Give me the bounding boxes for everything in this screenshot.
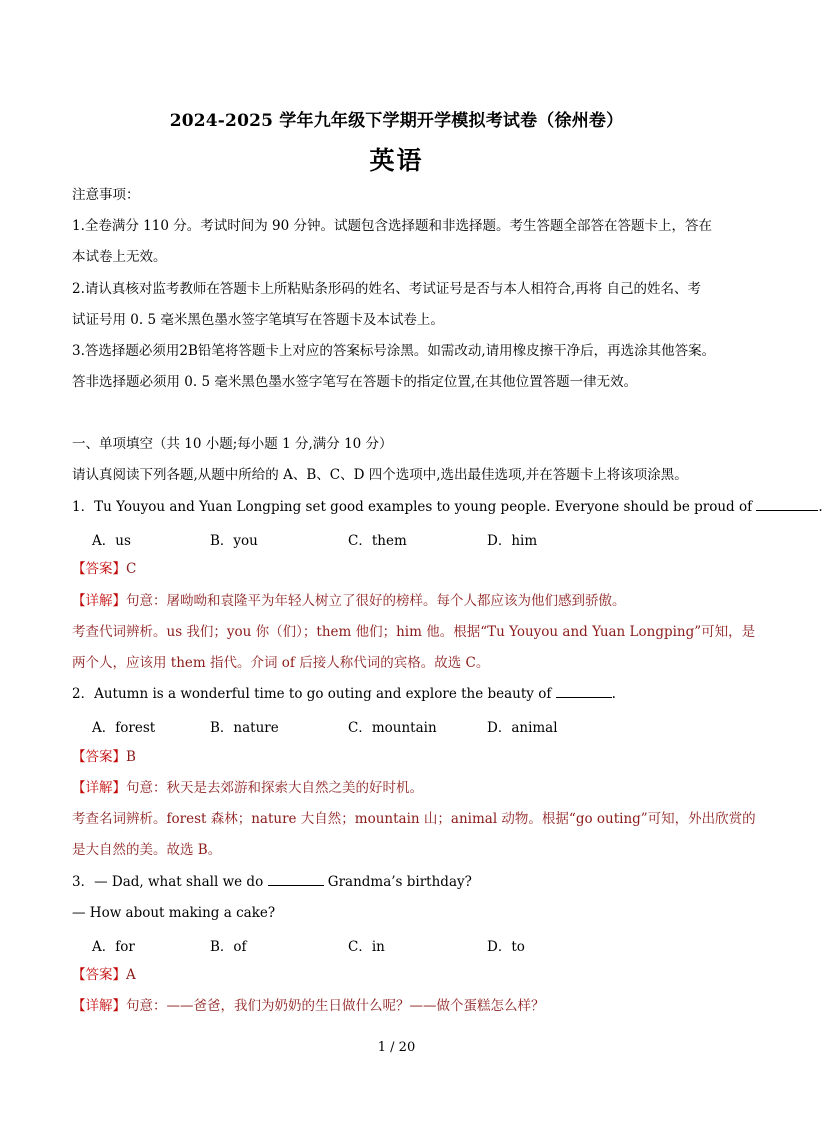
question-2-option-a: A．forest <box>92 720 156 736</box>
question-3-answer <box>72 966 732 984</box>
question-1-option-a: A．us <box>92 533 131 549</box>
question-3-detail-line-1 <box>72 997 732 1015</box>
notice-heading: 注意事项： <box>72 187 140 203</box>
question-2-stem-end: . <box>611 686 616 702</box>
question-3-option-a: A．for <box>92 939 135 955</box>
answer-blank <box>756 498 818 511</box>
notice-item-3-line-1: 3.答选择题必须用2B铅笔将答题卡上对应的答案标号涂黑。如需改动,请用橡皮擦干净后，再选涂其他答案。 <box>72 343 716 359</box>
notice-item-3-line-2: 答非选择题必须用 0. 5 毫米黑色墨水签字笔写在答题卡的指定位置,在其他位置答题一律无效。 <box>72 374 638 390</box>
question-1-detail-line-3: 两个人，应该用 them 指代。介词 of 后接人称代词的宾格。故选 C。 <box>72 655 490 671</box>
answer-tag: 【答案】 <box>72 749 126 765</box>
question-2-stem-text: 2．Autumn is a wonderful time to go outing and explore the beauty of <box>72 686 556 702</box>
page-number: 1 / 20 <box>377 1040 416 1055</box>
question-2-option-b: B．nature <box>210 720 279 736</box>
question-2-option-d: D．animal <box>487 720 558 736</box>
answer-value: B <box>126 749 136 765</box>
answer-value: C <box>126 561 137 577</box>
notice-item-1-line-2: 本试卷上无效。 <box>72 249 167 265</box>
section-heading: 一、单项填空（共 10 小题;每小题 1 分,满分 10 分） <box>72 436 393 452</box>
detail-text: 句意：屠呦呦和袁隆平为年轻人树立了很好的榜样。每个人都应该为他们感到骄傲。 <box>126 593 626 609</box>
question-1-detail-line-2: 考查代词辨析。us 我们；you 你（们）；them 他们；him 他。根据“Tu Youyou and Yuan Longping”可知，是 <box>72 624 756 640</box>
question-1-option-b: B．you <box>210 533 258 549</box>
detail-text: 句意：秋天是去郊游和探索大自然之美的好时机。 <box>126 780 423 796</box>
answer-blank <box>556 685 612 698</box>
question-3-stem <box>72 873 732 891</box>
notice-item-2-line-2: 试证号用 0. 5 毫米黑色墨水签字笔填写在答题卡及本试卷上。 <box>72 312 444 328</box>
question-2-detail-line-1 <box>72 779 732 797</box>
answer-tag: 【答案】 <box>72 967 126 983</box>
detail-tag: 【详解】 <box>72 780 126 796</box>
question-1-stem-end: . <box>818 499 823 515</box>
question-3-stem-line-2: — How about making a cake? <box>72 905 276 921</box>
question-1-stem <box>72 498 823 516</box>
question-2-detail-line-2: 考查名词辨析。forest 森林；nature 大自然；mountain 山；animal 动物。根据“go outing”可知，外出欣赏的 <box>72 811 756 827</box>
answer-value: A <box>126 967 136 983</box>
question-2-stem <box>72 685 732 703</box>
answer-tag: 【答案】 <box>72 561 126 577</box>
question-3-option-d: D．to <box>487 939 525 955</box>
detail-text: 句意：——爸爸，我们为奶奶的生日做什么呢？——做个蛋糕怎么样？ <box>126 998 545 1014</box>
question-3-option-c: C．in <box>348 939 385 955</box>
question-2-option-c: C．mountain <box>348 720 437 736</box>
question-1-answer <box>72 560 732 578</box>
question-2-answer <box>72 748 732 766</box>
section-instruction: 请认真阅读下列各题,从题中所给的 A、B、C、D 四个选项中,选出最佳选项,并在答题卡上将该项涂黑。 <box>72 467 688 483</box>
detail-tag: 【详解】 <box>72 593 126 609</box>
subject-title: 英语 <box>369 146 424 175</box>
question-1-stem-text: 1．Tu Youyou and Yuan Longping set good examples to young people. Everyone should be proud of <box>72 499 757 515</box>
question-3-stem-text: 3．— Dad, what shall we do <box>72 874 268 890</box>
question-1-option-c: C．them <box>348 533 407 549</box>
question-3-option-b: B．of <box>210 939 247 955</box>
notice-item-1-line-1: 1.全卷满分 110 分。考试时间为 90 分钟。试题包含选择题和非选择题。考生答题全部答在答题卡上，答在 <box>72 218 712 234</box>
question-1-detail-line-1 <box>72 592 732 610</box>
notice-item-2-line-1: 2.请认真核对监考教师在答题卡上所粘贴条形码的姓名、考试证号是否与本人相符合,再将 自己的姓名、考 <box>72 281 701 297</box>
question-2-detail-line-3: 是大自然的美。故选 B。 <box>72 842 222 858</box>
detail-tag: 【详解】 <box>72 998 126 1014</box>
question-3-stem-end: Grandma’s birthday? <box>323 874 472 890</box>
answer-blank <box>268 873 324 886</box>
question-1-option-d: D．him <box>487 533 538 549</box>
exam-title: 2024-2025 学年九年级下学期开学模拟考试卷（徐州卷） <box>169 111 624 131</box>
